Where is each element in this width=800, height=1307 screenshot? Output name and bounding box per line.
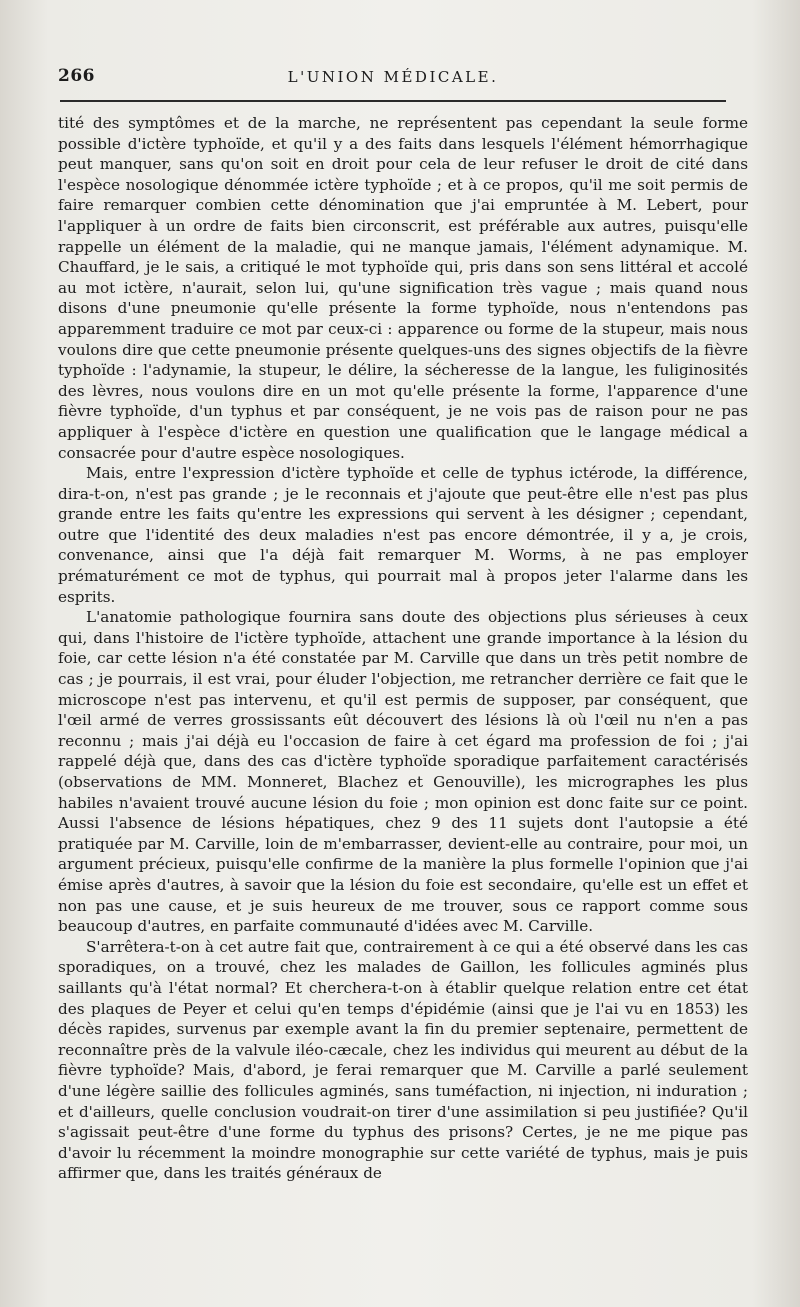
article-body — [58, 113, 748, 1184]
paragraph: tité des symptômes et de la marche, ne représentent pas cependant la seule forme possible d'ictère typhoïde, et qu'il y a des faits dans lesquels l'élément hémorrhagique peut manquer, sans qu'on soit en droit pour cela de leur refuser le droit de cité dans l'espèce nosologique dénommée ictère typhoïde ; et à ce propos, qu'il me soit permis de faire remarquer combien cette dénomination que j'ai empruntée à M. Lebert, pour l'appliquer à un ordre de faits bien circonscrit, est préférable aux autres, puisqu'elle rappelle un élément de la maladie, qui ne manque jamais, l'élément adynamique. M. Chauffard, je le sais, a critiqué le mot typhoïde qui, pris dans son sens littéral et accolé au mot ictère, n'aurait, selon lui, qu'une signification très vague ; mais quand nous disons d'une pneumonie qu'elle présente la forme typhoïde, nous n'entendons pas apparemment traduire ce mot par ceux-ci : apparence ou forme de la stupeur, mais nous voulons dire que cette pneumonie présente quelques-uns des signes objectifs de la fièvre typhoïde : l'adynamie, la stupeur, le délire, la sécheresse de la langue, les fuliginosités des lèvres, nous voulons dire en un mot qu'elle présente la forme, l'apparence d'une fièvre typhoïde, d'un typhus et par conséquent, je ne vois pas de raison pour ne pas appliquer à l'espèce d'ictère en question une qualification que le langage médical a consacrée pour d'autre espèce nosologiques. — [58, 114, 748, 462]
page-number: 266 — [58, 66, 95, 86]
page-header — [58, 66, 728, 92]
paragraph: Mais, entre l'expression d'ictère typhoïde et celle de typhus ictérode, la différence, dira-t-on, n'est pas grande ; je le reconnais et j'ajoute que peut-être elle n'est pas plus grande entre les faits qu'entre les expressions qui servent à les désigner ; cependant, outre que l'identité des deux maladies n'est pas encore démontrée, il y a, je crois, convenance, ainsi que l'a déjà fait remarquer M. Worms, à ne pas employer prématurément ce mot de typhus, qui pourrait mal à propos jeter l'alarme dans les esprits. — [58, 464, 748, 606]
paragraph: S'arrêtera-t-on à cet autre fait que, contrairement à ce qui a été observé dans les cas sporadiques, on a trouvé, chez les malades de Gaillon, les follicules agminés plus saillants qu'à l'état normal? Et cherchera-t-on à établir quelque relation entre cet état des plaques de Peyer et celui qu'en temps d'épidémie (ainsi que je l'ai vu en 1853) les décès rapides, survenus par exemple avant la fin du premier septenaire, permettent de reconnaître près de la valvule iléo-cæcale, chez les individus qui meurent au début de la fièvre typhoïde? Mais, d'abord, je ferai remarquer que M. Carville a parlé seulement d'une légère saillie des follicules agminés, sans tuméfaction, ni injection, ni induration ; et d'ailleurs, quelle conclusion voudrait-on tirer d'une assimilation si peu justifiée? Qu'il s'agissait peut-être d'une forme du typhus des prisons? Certes, je ne me pique pas d'avoir lu récemment la moindre monographie sur cette variété de typhus, mais je puis affirmer que, dans les traités généraux de — [58, 937, 748, 1183]
header-rule — [60, 100, 726, 102]
paragraph: L'anatomie pathologique fournira sans doute des objections plus sérieuses à ceux qui, dans l'histoire de l'ictère typhoïde, attachent une grande importance à la lésion du foie, car cette lésion n'a été constatée par M. Carville que dans un très petit nombre de cas ; je pourrais, il est vrai, pour éluder l'objection, me retrancher derrière ce fait que le microscope n'est pas intervenu, et qu'il est permis de supposer, par conséquent, que l'œil armé de verres grossissants eût découvert des lésions là où l'œil nu n'en a pas reconnu ; mais j'ai déjà eu l'occasion de faire à cet égard ma profession de foi ; j'ai rappelé déjà que, dans des cas d'ictère typhoïde sporadique parfaitement caractérisés (observations de MM. Monneret, Blachez et Genouville), les micrographes les plus habiles n'avaient trouvé aucune lésion du foie ; mon opinion est donc faite sur ce point. Aussi l'absence de lésions hépatiques, chez 9 des 11 sujets dont l'autopsie a été pratiquée par M. Carville, loin de m'embarrasser, devient-elle au contraire, pour moi, un argument précieux, puisqu'elle confirme de la manière la plus formelle l'opinion que j'ai émise après d'autres, à savoir que la lésion du foie est secondaire, qu'elle est un effet et non pas une cause, et je suis heureux de me trouver, sous ce rapport comme sous beaucoup d'autres, en parfaite communauté d'idées avec M. Carville. — [58, 608, 748, 936]
running-title: L'UNION MÉDICALE. — [287, 68, 499, 86]
